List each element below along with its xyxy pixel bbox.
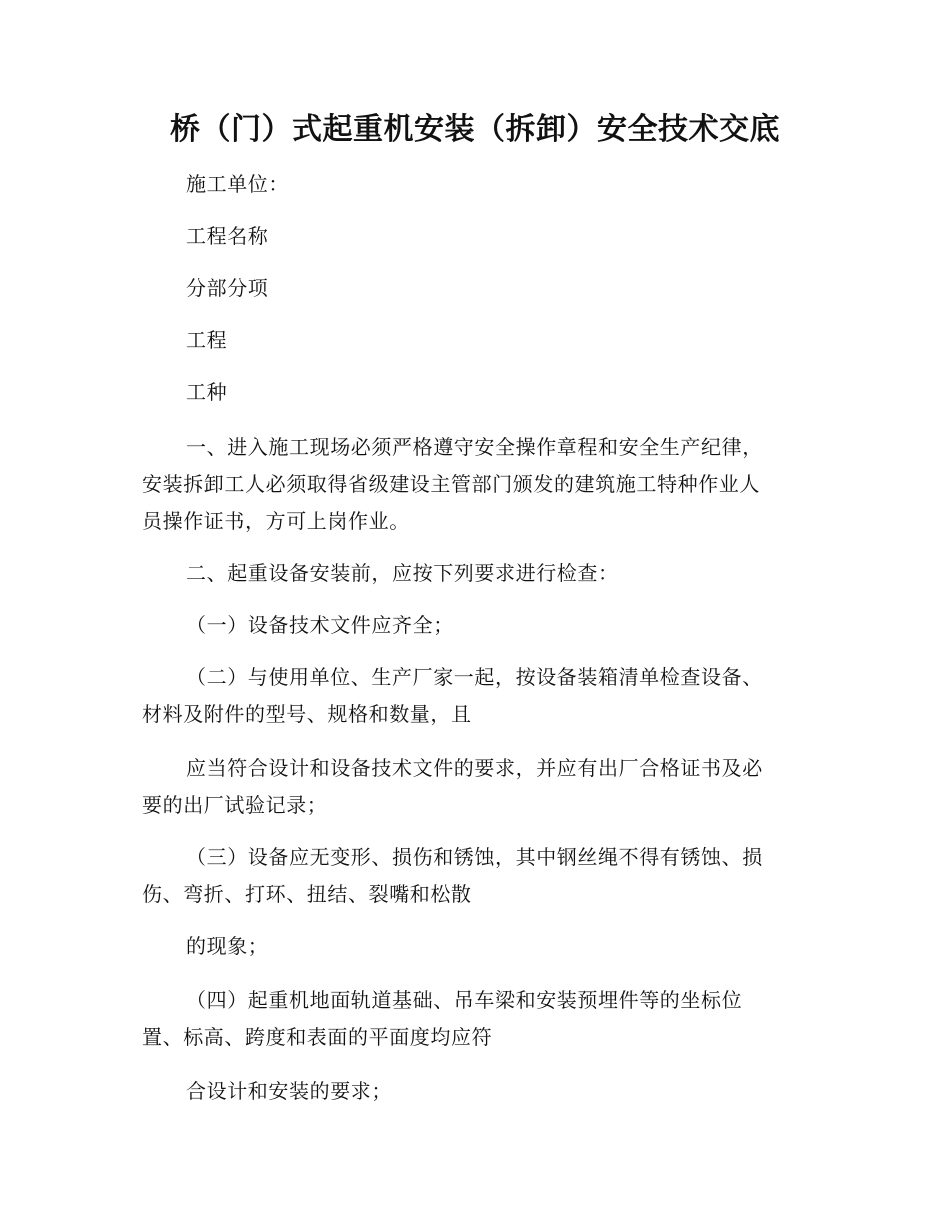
paragraph-8-line-2: 置、标高、跨度和表面的平面度均应符 <box>142 1025 493 1049</box>
paragraph-2: 二、起重设备安装前，应按下列要求进行检查： <box>186 561 619 585</box>
field-project-name: 工程名称 <box>186 224 269 248</box>
paragraph-6-line-1: （三）设备应无变形、损伤和锈蚀，其中钢丝绳不得有锈蚀、损 <box>186 845 763 869</box>
paragraph-3: （一）设备技术文件应齐全； <box>186 613 454 637</box>
field-trade: 工种 <box>186 380 228 404</box>
field-project: 工程 <box>186 328 228 352</box>
paragraph-7: 的现象； <box>186 934 269 958</box>
paragraph-1-line-2: 安装拆卸工人必须取得省级建设主管部门颁发的建筑施工特种作业人 <box>142 472 760 496</box>
paragraph-5-line-2: 要的出厂试验记录； <box>142 793 328 817</box>
paragraph-4-line-2: 材料及附件的型号、规格和数量，且 <box>142 702 472 726</box>
paragraph-4-line-1: （二）与使用单位、生产厂家一起，按设备装箱清单检查设备、 <box>186 665 763 689</box>
paragraph-1-line-3: 员操作证书，方可上岗作业。 <box>142 509 410 533</box>
paragraph-9: 合设计和安装的要求； <box>186 1079 392 1103</box>
paragraph-5-line-1: 应当符合设计和设备技术文件的要求，并应有出厂合格证书及必 <box>186 756 763 780</box>
field-construction-unit: 施工单位： <box>186 172 289 196</box>
document-title: 桥（门）式起重机安装（拆卸）安全技术交底 <box>170 112 780 147</box>
field-sub-item: 分部分项 <box>186 276 269 300</box>
paragraph-1-line-1: 一、进入施工现场必须严格遵守安全操作章程和安全生产纪律， <box>186 435 763 459</box>
paragraph-8-line-1: （四）起重机地面轨道基础、吊车梁和安装预埋件等的坐标位 <box>186 988 743 1012</box>
paragraph-6-line-2: 伤、弯折、打环、扭结、裂嘴和松散 <box>142 882 472 906</box>
